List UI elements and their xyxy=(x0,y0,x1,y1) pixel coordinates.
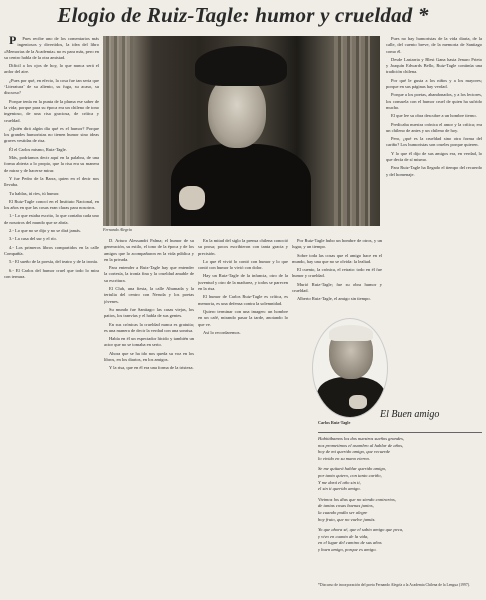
poem-line: Y me dará el año sin ti, xyxy=(318,479,361,485)
column-1 xyxy=(4,36,99,596)
col2-paragraph: Para entender a Ruiz-Tagle hay que entender la cortesía, la ironía fina y la crueldad amable de su escritura. xyxy=(104,265,194,283)
column-5 xyxy=(386,36,482,406)
col2-paragraph: El Club, una fiesta, la calle Ahumada y la tertulia del centro con Neruda y los poetas jóvenes. xyxy=(104,286,194,304)
col2-paragraph: Ahora que se ha ido nos queda su voz en los libros, en los diarios, en los amigos. xyxy=(104,350,194,363)
col5-paragraph: Y lo que él dijo de sus amigos era, en verdad, lo que decía de sí mismo. xyxy=(386,150,482,163)
poem-line: Yo que ahora sé, que el sabio amigo que peca, xyxy=(318,527,404,533)
hand xyxy=(179,186,205,210)
poem-line: hoy fruto, que no vuelve jamás. xyxy=(318,516,376,522)
col1-paragraph: Más, podríamos decir aquí en la palabra, de una forma abierta a lo propio, que la risa era su manera de mirar y de hacerse mirar. xyxy=(4,155,99,173)
dropcap: P xyxy=(9,36,17,47)
col3-paragraph: Quiero terminar con una imagen: un hombre en un café, mirando pasar la tarde, anotando lo que ve. xyxy=(198,308,288,327)
col4-paragraph: Sobre toda las cosas que el amigo hace en el mundo, hay una que no se olvida: la lealtad. xyxy=(292,252,382,264)
col1-paragraph: Él el Carlos mismo, Ruiz-Tagle. xyxy=(9,146,67,152)
poem-stanza xyxy=(318,436,483,462)
col5-paragraph: Para Ruiz-Tagle ha llegado el tiempo del recuerdo y del homenaje. xyxy=(386,165,482,177)
poem-line: de tantas cosas buenas juntos, xyxy=(318,503,374,509)
poem-line: Habitábamos los dos nuestros sueños grandes, xyxy=(318,436,405,441)
poem-line: lo vivido en su mano eterno. xyxy=(318,455,371,461)
poem-title: El Buen amigo xyxy=(380,409,440,420)
tree-trunk xyxy=(334,36,370,226)
col3-paragraph: En la mitad del siglo la prensa chilena conoció su prosa; pocos escribieron con tanta gracia y precisión. xyxy=(198,238,288,256)
col3-paragraph: Lo que él vivió lo contó con humor y lo que contó con humor lo vivió con dolor. xyxy=(198,258,288,271)
poem-stanza xyxy=(318,527,483,553)
col1-paragraph: 6.- El Carlos del humor cruel que todo lo mira con ternura. xyxy=(4,267,99,279)
poem-line: por tanto quiero, con tanto cariño, xyxy=(318,472,382,478)
hair xyxy=(329,325,373,341)
col2-paragraph: Había en él un espectador lúcido y también un actor que no se tomaba en serio. xyxy=(104,336,194,348)
col5-paragraph: Predicaba nuestra crónica el amor y la crítica; era un chileno de antes y un chileno de hoy. xyxy=(386,121,482,133)
poem-line: el sin ti querido amigo. xyxy=(318,486,361,492)
poem-line: Se me quitará hablar querido amigo, xyxy=(318,466,387,472)
col1-paragraph: 3.- La casa del sur y el río. xyxy=(9,236,57,242)
col1-paragraph: P Pues recibe uno de los comentarios más ingeniosos y divertidos, la idea del libro «Memorias de la Academia» no es para más, pero en su centro habla de la otra amistad. xyxy=(4,36,99,60)
poem-stanza xyxy=(318,497,483,523)
col1-paragraph: Porque tenía en la punta de la pluma ese saber de la vida; porque para su época era un chileno de tono ingenioso, de una risa graciosa, de crítica y crueldad. xyxy=(4,98,99,123)
col4-paragraph: Por Ruiz-Tagle hubo un hombre de otros, y un lugar, y un tiempo. xyxy=(292,238,382,250)
col5-paragraph: El que lee su obra descubre a un hombre tierno. xyxy=(391,113,477,119)
footnote: *Discurso de incorporación del poeta Fernando Alegría a la Academia Chilena de la Lengua (1997). xyxy=(318,583,470,587)
col4-paragraph: Alberto Ruiz-Tagle, el amigo sin tiempo. xyxy=(297,296,371,302)
poem-line: la cuando podía ser alegre xyxy=(318,509,368,515)
poem-stanza xyxy=(318,466,483,492)
col2-paragraph: Su mundo fue Santiago: las casas viejas, los patios, los tranvías y el habla de sus gentes. xyxy=(104,306,194,319)
col2-paragraph: D. Arturo Alessandri Palma; el humor de su generación, su estilo, el tono de la época y de los amigos que lo acompañaron en la vida pública y en la privada. xyxy=(104,238,194,262)
divider xyxy=(318,432,482,433)
col1-paragraph: ¿Quién dirá algún día qué es el humor? Porque los grandes humoristas no tienen humor sino ideas graves vestidas de risa. xyxy=(4,125,99,144)
coat xyxy=(171,144,311,226)
col5-paragraph: Desde Lastarria y Blest Gana hasta Jenaro Prieto y Joaquín Edwards Bello, Ruiz-Tagle continúa una tradición chilena. xyxy=(386,56,482,75)
poem xyxy=(318,436,483,584)
poem-line: y buen amigo, porque es amigo. xyxy=(318,546,377,552)
col5-paragraph: Pero, ¿qué es la crueldad sino otra forma del cariño? Los humoristas son crueles porque quieren. xyxy=(386,136,482,148)
col1-paragraph: Difícil a los ojos de hoy, lo que nunca será el ardor del aire. xyxy=(4,63,99,75)
main-photo-caption: Fernando Alegría xyxy=(103,227,132,232)
portrait-photo xyxy=(312,318,388,418)
col1-paragraph: El Ruiz-Tagle conocí en el Instituto Nacional, en los años en que las cosas eran claras para nosotros. xyxy=(4,198,99,211)
col1-paragraph: 5.- El sueño de la poesía, del teatro y de la ironía. xyxy=(9,259,98,265)
poem-line: y vivo en cuanto de la vida, xyxy=(318,533,369,539)
main-photo xyxy=(103,36,380,226)
column-4 xyxy=(292,238,382,316)
poem-line: hoy de mi querido amigo, que recuerde xyxy=(318,449,390,455)
col2-paragraph: Y la risa, que en él era una forma de la tristeza. xyxy=(109,365,194,371)
poem-line: Vivimos los días que no siendo contrarios, xyxy=(318,496,396,502)
col1-paragraph: Y fue Pedro de la Barra, quien en el decir nos llevaba. xyxy=(4,175,99,188)
column-3 xyxy=(198,238,288,596)
col5-paragraph: Por qué le gusta a los niños y a los mayores; porque en sus páginas hay verdad. xyxy=(386,77,482,90)
col3-paragraph: Así lo recordaremos. xyxy=(203,329,241,335)
col3-paragraph: El humor de Carlos Ruiz-Tagle es crítica, es memoria, es una defensa contra la solemnidad. xyxy=(198,294,288,306)
poem-line: en el lugar del camino de sus años xyxy=(318,540,382,546)
portrait-caption: Carlos Ruiz-Tagle xyxy=(318,420,351,425)
col5-paragraph: Porque a los poetas, abandonados, y a los lectores, los consuela con el humor cruel de quien ha sufrido mucho. xyxy=(386,92,482,110)
col1-paragraph: Tu hablas, tú ríes, tú humor. xyxy=(9,190,60,196)
col4-paragraph: El cuento, la crónica, el retrato: todo en él fue humor y crueldad. xyxy=(292,267,382,279)
col1-paragraph: 4.- Los primeros libros compartidos en la calle Compañía. xyxy=(4,244,99,256)
col2-paragraph: En sus crónicas la crueldad nunca es gratuita; es una manera de decir la verdad con una sonrisa. xyxy=(104,321,194,333)
col1-paragraph: 2.- Lo que no se dijo y no se dirá jamás. xyxy=(9,228,81,234)
col1-paragraph: ¿Pues por qué, en efecto, la cosa fue tan seria que ‘Literatura’ de su aliento, su fuga, su acaso, su discurso? xyxy=(4,77,99,96)
hand xyxy=(349,395,367,409)
col3-paragraph: Hay un Ruiz-Tagle de la infancia, otro de la juventud y otro de la madurez, y todos se parecen en la risa. xyxy=(198,273,288,292)
col1-paragraph: 1.- Lo que estaba escrito, lo que contaba cada uno de nosotros del mundo que se abría. xyxy=(4,213,99,225)
column-2 xyxy=(104,238,194,596)
col4-paragraph: Murió Ruiz-Tagle; fue su obra humor y crueldad. xyxy=(292,281,382,294)
col5-paragraph: Pues no hay humoristas de la vida diaria, de la calle, del cuento breve, de la memoria de Santiago como él. xyxy=(386,36,482,54)
headline: Elogio de Ruiz-Tagle: humor y crueldad * xyxy=(57,3,429,27)
face xyxy=(208,76,266,148)
poem-line: nos prometimos el asombro al hablar de años, xyxy=(318,442,404,448)
hat xyxy=(195,46,287,86)
tree-trunk xyxy=(103,36,133,226)
